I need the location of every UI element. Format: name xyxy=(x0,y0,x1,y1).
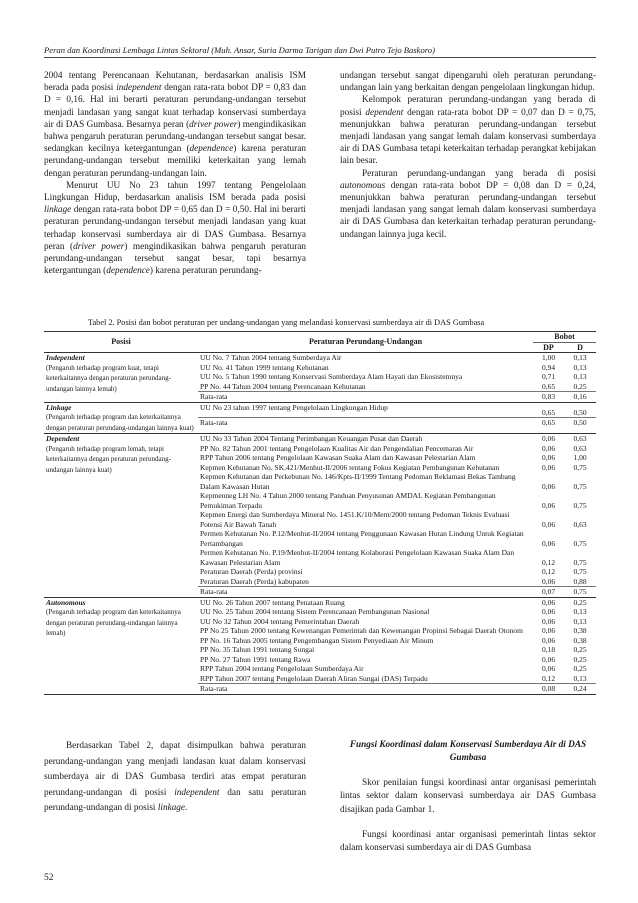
paragraph: Skor penilaian fungsi koordinasi antar organisasi pemerintah lintas sektor dalam konservasi sumberdaya air DAS Gumbasa disajikan pada Gambar 1. xyxy=(340,778,596,815)
text-run: ) mengindikasikan bahwa pengaruh peraturan perundang-undangan tersebut sangat besar. sedangkan kecilnya ketergantungan ( xyxy=(44,119,306,155)
dp-cell: 0,06 xyxy=(541,538,556,548)
average-label: Rata-rata xyxy=(198,684,533,695)
text-run: dengan rata-rata bobot DP = 0,65 dan D = 0,50. Hal ini berarti peraturan perundang-undangan tersebut menjadi landasan yang kuat terhadap konservasi sumberdaya air di DAS Gumbasa. Besarnya peran ( xyxy=(44,205,306,252)
average-label: Rata-rata xyxy=(198,418,533,434)
italic-term: linkage xyxy=(157,803,186,813)
dp-cell: 0,06 xyxy=(541,607,556,616)
table-caption: Tabel 2. Posisi dan bobot peraturan per undang-undangan yang melandasi konservasi sumberdaya air di DAS Gumbasa xyxy=(88,318,485,327)
d-cell: 0,38 xyxy=(573,626,587,635)
header-dp: DP xyxy=(533,342,564,353)
d-cell: 0,13 xyxy=(573,607,587,616)
group-name: Linkage xyxy=(46,402,72,412)
regulation-cell: Peraturan Daerah (Perda) provinsi xyxy=(200,567,303,576)
d-cell: 0,75 xyxy=(573,462,587,472)
group-name: Autonomous xyxy=(46,597,86,607)
dp-cell: 0,06 xyxy=(541,616,556,626)
dp-cell: 0,06 xyxy=(541,500,556,510)
text-run: . xyxy=(185,803,188,813)
italic-term: linkage xyxy=(44,205,72,216)
text-run: Berdasarkan Tabel 2, dapat disimpulkan bahwa peraturan perundang-undangan yang menjadi landasan kuat dalam konservasi sumberdaya air di DAS Gumbasa terdiri atas empat peraturan perundang-undangan di posisi xyxy=(44,741,306,798)
dp-cell: 0,06 xyxy=(541,576,556,586)
header-peraturan: Peraturan Perundang-Undangan xyxy=(198,332,533,353)
dp-cell: 1,00 xyxy=(541,353,556,362)
paragraph xyxy=(44,739,306,817)
italic-term: dependence xyxy=(189,144,234,155)
text-run: dengan rata-rata bobot DP = 0,08 dan D = 0,24, menunjukkan bahwa peraturan perundang-undangan tersebut menjadi landasan yang sangat lemah dalam konservasi sumberdaya air di DAS Gumbasa dan keterkaitan terhadap peraturan perundang-undangan lainnya juga kecil. xyxy=(340,180,596,240)
regulation-cell: RPP Tahun 2007 tentang Pengelolaan Daerah Aliran Sungai (DAS) Terpadu xyxy=(200,673,428,683)
table-row xyxy=(44,597,596,607)
d-cell: 0,88 xyxy=(573,576,587,586)
text-run: dengan rata-rata bobot DP = 0,07 dan D = 0,75, menunjukkan bahwa peraturan perundang-undangan tersebut menjadi landasan yang sangat lemah dalam konservasi sumberdaya air di DAS Gumbasa tetapi keterkaitan terhadap perangkat kebijakan lain besar. xyxy=(340,107,596,167)
text-run: 2004 tentang Perencanaan Kehutanan, berdasarkan analisis ISM berada pada posisi xyxy=(44,71,306,94)
d-cell: 0,75 xyxy=(573,538,587,548)
d-cell: 0,13 xyxy=(573,362,587,372)
d-cell: 0,75 xyxy=(573,500,587,510)
regulation-cell: Kepmen Energi dan Sumberdaya Mineral No. 1451.K/10/Mem/2000 tentang Pedoman Teknis Evaluasi Potensi Air Bawah Tanah xyxy=(200,510,510,529)
regulation-cell: UU No 32 Tahun 2004 tentang Pemerintahan Daerah xyxy=(200,616,360,626)
d-cell: 0,25 xyxy=(573,654,587,664)
header-posisi: Posisi xyxy=(44,332,198,353)
regulation-cell: RPP Tahun 2006 tentang Pengelolaan Kawasan Suaka Alam dan Kawasan Pelestarian Alam xyxy=(200,453,476,462)
regulation-cell: UU No 23 tahun 1997 tentang Pengelolaan Lingkungan Hidup xyxy=(198,402,533,418)
dp-cell: 0,06 xyxy=(533,434,564,444)
d-cell: 0,63 xyxy=(564,434,596,444)
regulation-cell: UU No. 7 Tahun 2004 tentang Sumberdaya Air xyxy=(200,353,342,362)
group-description: (Pengaruh terhadap program kuat, tetapi keterkaitannya dengan peraturan perundang-undangan lainnya lemah) xyxy=(46,363,171,393)
table-row xyxy=(44,434,596,444)
d-cell: 0,75 xyxy=(573,567,587,576)
page-number: 52 xyxy=(44,873,54,883)
dp-cell: 0,18 xyxy=(541,645,556,654)
italic-term: dependent xyxy=(365,107,404,118)
dp-cell: 0,06 xyxy=(541,626,556,635)
dp-cell: 0,65 xyxy=(541,381,556,391)
regulation-cell: Permen Kehutanan No. P.19/Menhut-II/2004 tentang Kolaborasi Pengelolaan Kawasan Suaka Alam Dan Kawasan Pelestarian Alam xyxy=(200,548,515,567)
regulation-cell: PP No. 27 Tahun 1991 tentang Rawa xyxy=(200,654,311,664)
group-cell xyxy=(44,353,198,403)
average-dp: 0,08 xyxy=(533,684,564,695)
regulation-cell: UU No. 41 Tahun 1999 tentang Kehutanan xyxy=(200,362,329,372)
dp-cell: 0,12 xyxy=(541,673,556,683)
d-cell: 0,38 xyxy=(573,635,587,645)
dp-cell: 0,71 xyxy=(541,372,556,381)
table-row xyxy=(44,353,596,363)
dp-cell: 0,06 xyxy=(541,635,556,645)
text-run: Kelompok peraturan perundang-undangan yang berada di posisi xyxy=(340,95,596,118)
italic-term: independent xyxy=(174,787,220,798)
regulation-cell: PP No. 44 Tahun 2004 tentang Perencanaan Kehutanan xyxy=(200,381,366,391)
dp-cell: 0,06 xyxy=(541,664,556,673)
paragraph xyxy=(340,94,596,167)
dp-cell: 0,06 xyxy=(541,453,556,462)
paragraph xyxy=(44,180,306,278)
regulation-cell: PP No. 16 Tahun 2005 tentang Pengembangan Sistem Penyediaan Air Minum xyxy=(200,635,434,645)
average-dp: 0,07 xyxy=(533,587,564,598)
average-label: Rata-rata xyxy=(198,392,533,403)
text-run: dan satu peraturan perundang-undangan di posisi xyxy=(44,787,306,813)
regulation-cell: PP No. 82 Tahun 2001 tentang Pengelolaan Kualitas Air dan Pengendalian Pencemaran Air xyxy=(200,443,474,453)
group-description: (Pengaruh terhadap program lemah, tetapi keterkaitannya dengan peraturan perundang-undangan lainnya kuat) xyxy=(46,444,171,474)
dp-cell: 0,06 xyxy=(541,443,556,453)
text-run: ) karena peraturan perundang- xyxy=(149,266,262,277)
text-run: undangan tersebut sangat dipengaruhi oleh peraturan perundang-undangan lain yang berkaitan dengan pengelolaan lingkungan hidup. xyxy=(340,71,596,94)
italic-term: autonomous xyxy=(340,180,386,191)
d-cell: 0,25 xyxy=(564,597,596,607)
average-d: 0,24 xyxy=(564,684,596,695)
dp-cell: 0,06 xyxy=(541,519,556,529)
section-heading: Fungsi Koordinasi dalam Konservasi Sumberdaya Air di DAS Gumbasa xyxy=(349,740,587,763)
italic-term: driver power xyxy=(189,119,238,130)
d-cell: 0,63 xyxy=(573,519,587,529)
regulation-table xyxy=(44,331,596,695)
d-cell: 0,13 xyxy=(573,616,587,626)
regulation-cell: UU No. 5 Tahun 1990 tentang Konservasi Sumberdaya Alam Hayati dan Ekosistemnya xyxy=(200,372,463,381)
regulation-cell: UU No. 25 Tahun 2004 tentang Sistem Perencanaan Pembangunan Nasional xyxy=(200,607,430,616)
regulation-cell: UU No. 26 Tahun 2007 tentang Penataan Ruang xyxy=(198,597,533,607)
group-description: (Pengaruh terhadap program dan keterkaitannya dengan peraturan perundang-undangan lainnya lemah) xyxy=(46,608,181,637)
regulation-cell: Kepmenneg LH No. 4 Tahun 2000 tentang Panduan Penyusunan AMDAL Kegiatan Pembangunan Pemukiman Terpadu xyxy=(200,491,496,510)
bottom-left-text xyxy=(44,739,306,817)
d-cell: 0,75 xyxy=(573,481,587,491)
text-run: ) karena peraturan perundang-undangan tersebut memiliki keterkaitan yang lemah dengan peraturan perundang-undangan lain. xyxy=(44,144,306,179)
dp-cell: 0,06 xyxy=(541,462,556,472)
average-d: 0,16 xyxy=(564,392,596,403)
paragraph xyxy=(340,168,596,241)
left-column-text xyxy=(44,70,306,277)
group-cell xyxy=(44,597,198,694)
average-d: 0,75 xyxy=(564,587,596,598)
d-cell: 0,75 xyxy=(573,557,587,567)
group-name: Dependent xyxy=(46,434,80,443)
text-run: Menurut UU No 23 tahun 1997 tentang Pengelolaan Lingkungan Hidup, berdasarkan analisis ISM berada pada posisi xyxy=(44,180,306,204)
regulation-cell: PP No 25 Tahun 2000 tentang Kewenangan Pemerintah dan Kewenangan Propinsi Sebagai Daerah Otonom xyxy=(200,626,523,635)
average-dp: 0,83 xyxy=(533,392,564,403)
italic-term: independent xyxy=(116,83,162,94)
text-run: Peraturan perundang-undangan yang berada di posisi xyxy=(362,168,596,179)
dp-cell: 0,12 xyxy=(541,557,556,567)
average-d: 0,50 xyxy=(564,418,596,434)
d-cell: 0,50 xyxy=(564,402,596,418)
d-cell: 0,13 xyxy=(573,673,587,683)
regulation-cell: UU No 33 Tahun 2004 Tentang Perimbangan Keuangan Pusat dan Daerah xyxy=(198,434,533,444)
group-name: Independent xyxy=(46,353,85,362)
d-cell: 0,13 xyxy=(573,353,587,362)
bottom-right-text xyxy=(340,739,596,855)
text-run: ) mengindikasikan bahwa pengaruh peraturan perundang-undangan tersebut sangat besar, tapi besarnya ketergantungan ( xyxy=(44,241,307,277)
dp-cell: 0,06 xyxy=(541,481,556,491)
regulation-cell: Permen Kehutanan No. P.12/Menhut-II/2004 tentang Penggunaan Kawasan Hutan Lindung Untuk Kegiatan Pertambangan xyxy=(200,529,524,548)
regulation-cell: Kepmen Kehutanan dan Perkebunan No. 146/Kpts-II/1999 Tentang Pedoman Reklamasi Bekas Tambang Dalam Kawasan Hutan xyxy=(200,472,516,491)
group-description: (Pengaruh terhadap program dan keterkaitannya dengan peraturan perundang-undangan lainnya kuat) xyxy=(46,413,194,432)
regulation-cell: Peraturan Daerah (Perda) kabupaten xyxy=(200,576,309,586)
paragraph xyxy=(340,70,596,94)
dp-cell: 0,06 xyxy=(533,597,564,607)
regulation-cell: PP No. 35 Tahun 1991 tentang Sungai xyxy=(200,645,315,654)
paragraph xyxy=(44,70,306,180)
average-dp: 0,65 xyxy=(533,418,564,434)
d-cell: 0,25 xyxy=(573,645,587,654)
group-cell xyxy=(44,402,198,434)
dp-cell: 0,65 xyxy=(533,402,564,418)
dp-cell: 0,12 xyxy=(541,567,556,576)
d-cell: 0,25 xyxy=(573,381,587,391)
italic-term: driver power xyxy=(73,241,125,252)
group-cell xyxy=(44,434,198,598)
regulation-cell: RPP Tahun 2004 tentang Pengelolaan Sumberdaya Air xyxy=(200,664,364,673)
italic-term: dependence xyxy=(106,266,150,277)
average-label: Rata-rata xyxy=(198,587,533,598)
d-cell: 0,25 xyxy=(573,664,587,673)
d-cell: 1,00 xyxy=(573,453,587,462)
d-cell: 0,63 xyxy=(573,443,587,453)
d-cell: 0,13 xyxy=(573,372,587,381)
dp-cell: 0,06 xyxy=(541,654,556,664)
table-row xyxy=(44,402,596,418)
text-run: dengan rata-rata bobot DP = 0,83 dan D = 0,16. Hal ini berarti peraturan perundang-undangan tersebut menjadi landasan yang sangat kuat terhadap konservasi sumberdaya air di DAS Gumbasa. Besarnya peran ( xyxy=(44,83,307,130)
running-header: Peran dan Koordinasi Lembaga Lintas Sektoral (Muh. Ansar, Suria Darma Tarigan dan Dwi Putro Tejo Baskoro) xyxy=(44,45,596,58)
dp-cell: 0,94 xyxy=(541,362,556,372)
header-d: D xyxy=(564,342,596,353)
paragraph: Fungsi koordinasi antar organisasi pemerintah lintas sektor dalam konservasi sumberdaya air di DAS Gumbasa xyxy=(340,829,596,854)
regulation-cell: Kepmen Kehutanan No. SK.421/Menhut-II/2006 tentang Fokus Kegiatan Pembangunan Kehutanan xyxy=(200,462,500,472)
right-column-text xyxy=(340,70,596,241)
header-bobot: Bobot xyxy=(533,332,596,343)
